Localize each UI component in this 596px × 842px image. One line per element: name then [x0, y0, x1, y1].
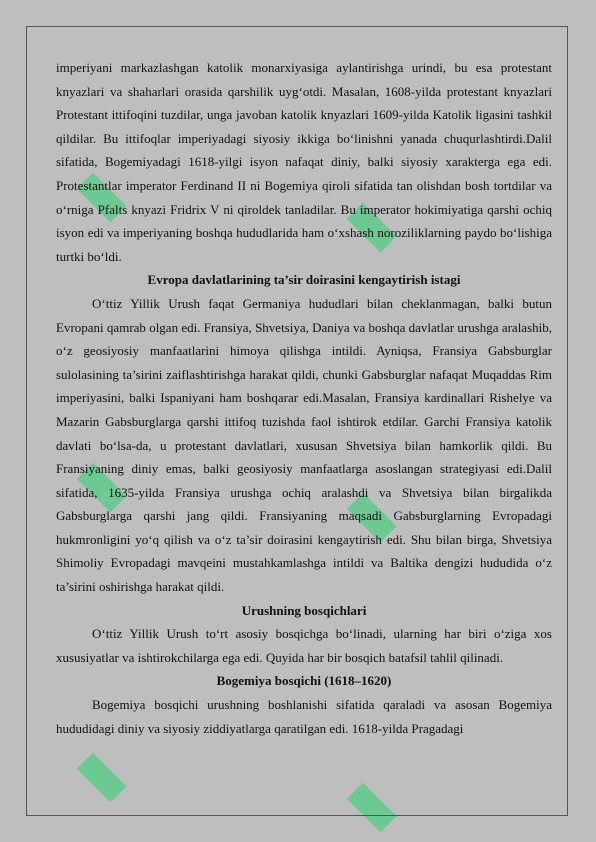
section-heading: Urushning bosqichlari — [241, 602, 367, 618]
watermark-logo: ▮ — [60, 730, 142, 812]
watermark-logo: ▮ — [330, 760, 412, 842]
paragraph: O‘ttiz Yillik Urush faqat Germaniya hududlari bilan cheklanmagan, balki butun Evropani qamrab olgan edi. Fransiya, Shvetsiya, Daniya va boshqa davlatlar urushga aralashib, o‘z geosiyosiy manfaatlarini himoya qilishga intildi. Ayniqsa, Fransiya Gabsburglar sulolasining ta’sirini zaiflashtirishga harakat qildi, chunki Gabsburglar nafaqat Muqaddas Rim imperiyasini, balki Ispaniyani ham boshqarar edi.Masalan, Fransiya kardinallari Rishelye va Mazarin Gabsburglarga qarshi ittifoq tuzishda faol ishtirok etdilar. Garchi Fransiya katolik davlati bo‘lsa-da, u protestant davlatlari, xususan Shvetsiya bilan hamkorlik qildi. Bu Fransiyaning diniy emas, balki geosiyosiy manfaatlarga asoslangan strategiyasi edi.Dalil sifatida, 1635-yilda Fransiya urushga ochiq aralashdi va Shvetsiya bilan birgalikda Gabsburglarga qarshi jang qildi. Fransiyaning maqsadi Gabsburglarning Evropadagi hukmronligini yo‘q qilish va o‘z ta’sir doirasini kengaytirish edi. Shu bilan birga, Shvetsiya Shimoliy Evropadagi mavqeini mustahkamlashga intildi va Baltika dengizi hududida o‘z ta’sirini oshirishga harakat qildi. — [56, 295, 552, 595]
watermark-logo: ▮ — [60, 150, 142, 232]
section-heading: Bogemiya bosqichi (1618–1620) — [216, 673, 392, 689]
watermark-logo: ▮ — [330, 180, 412, 262]
paragraph: Bogemiya bosqichi urushning boshlanishi sifatida qaraladi va asosan Bogemiya hududidagi diniy va siyosiy ziddiyatlarga qaratilgan edi. 1618-yilda Pragadagi — [56, 697, 552, 736]
watermark-logo: ▮ — [330, 470, 412, 552]
document-body — [56, 56, 552, 740]
paragraph: O‘ttiz Yillik Urush to‘rt asosiy bosqichga bo‘linadi, ularning har biri o‘ziga xos xususiyatlar va ishtirokchilarga ega edi. Quyida har bir bosqich batafsil tahlil qilinadi. — [56, 626, 552, 665]
watermark-logo: ▮ — [60, 440, 142, 522]
paragraph: imperiyani markazlashgan katolik monarxiyasiga aylantirishga urindi, bu esa protestant knyazlari va shaharlari orasida qarshilik uyg‘otdi. Masalan, 1608-yilda protestant knyazlari Protestant ittifoqini tuzdilar, unga javoban katolik knyazlari 1609-yilda Katolik ligasini tashkil qildilar. Bu ittifoqlar imperiyadagi siyosiy ikkiga bo‘linishni yanada chuqurlashtirdi.Dalil sifatida, Bogemiyadagi 1618-yilgi isyon nafaqat diniy, balki siyosiy xarakterga ega edi. Protestantlar imperator Ferdinand II ni Bogemiya qiroli sifatida tan olishdan bosh tortdilar va o‘rniga Pfalts knyazi Fridrix V ni qiroldek tanladilar. Bu imperator hokimiyatiga qarshi ochiq isyon edi va imperiyaning boshqa hududlarida ham o‘xshash noroziliklarning paydo bo‘lishiga turtki bo‘ldi. — [56, 60, 552, 264]
section-heading: Evropa davlatlarining ta’sir doirasini kengaytirish istagi — [147, 272, 461, 288]
